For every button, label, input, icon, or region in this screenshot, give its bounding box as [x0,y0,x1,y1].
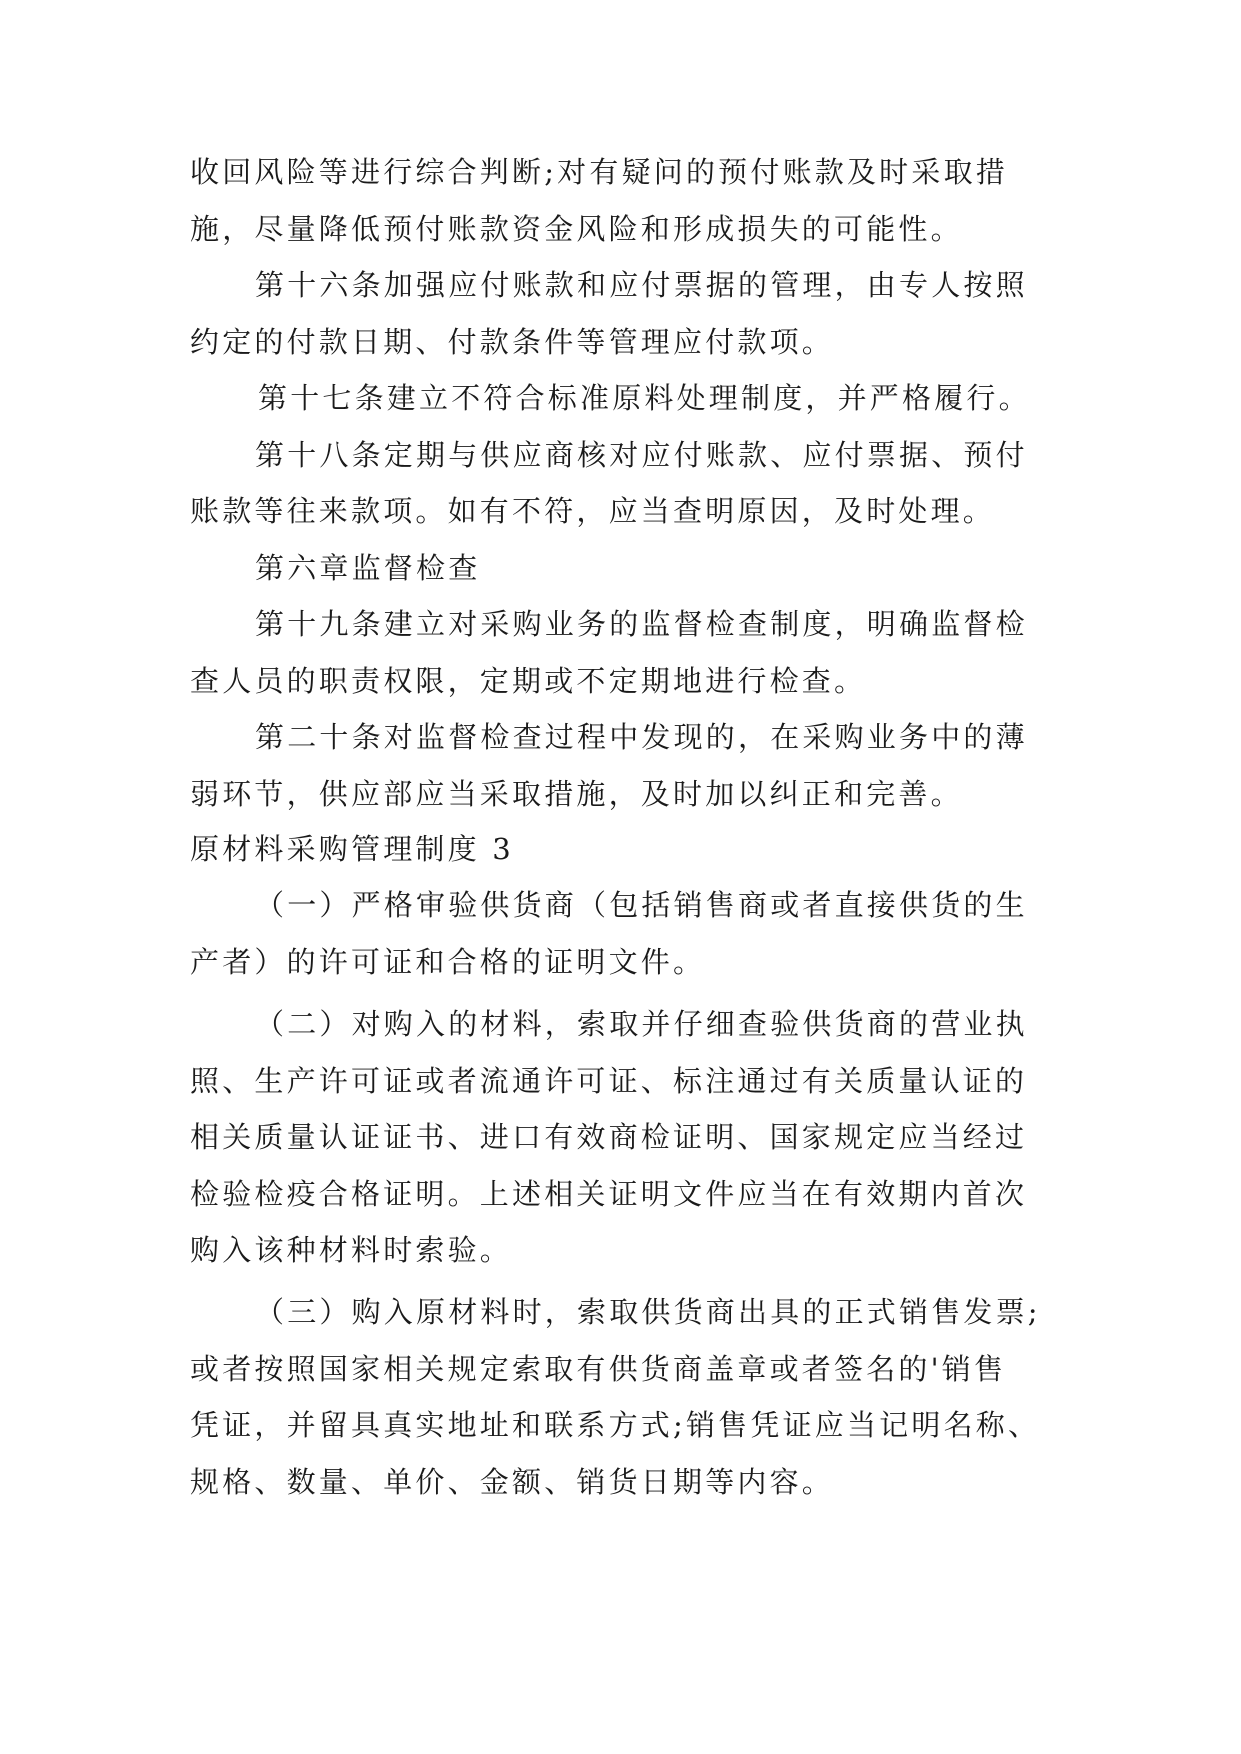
text-line: 相关质量认证证书、进口有效商检证明、国家规定应当经过 [190,1120,1028,1154]
paragraph-article-16: 第十六条加强应付账款和应付票据的管理，由专人按照 [255,268,1028,302]
paragraph-article-19: 第十九条建立对采购业务的监督检查制度，明确监督检 [255,607,1028,641]
paragraph-article-20: 第二十条对监督检查过程中发现的，在采购业务中的薄 [255,720,1028,754]
paragraph-article-17: 第十七条建立不符合标准原料处理制度，并严格履行。 [258,381,1031,415]
text-line: 或者按照国家相关规定索取有供货商盖章或者签名的'销售 [190,1352,1007,1386]
chapter-heading: 第六章监督检查 [255,551,481,585]
section-title: 原材料采购管理制度 3 [190,832,514,866]
paragraph-item-3: （三）购入原材料时，索取供货商出具的正式销售发票; [255,1295,1041,1329]
text-line: 收回风险等进行综合判断;对有疑问的预付账款及时采取措 [190,155,1008,189]
text-line: 凭证，并留具真实地址和联系方式;销售凭证应当记明名称、 [190,1408,1041,1442]
text-line: 产者）的许可证和合格的证明文件。 [190,945,706,979]
paragraph-item-2: （二）对购入的材料，索取并仔细查验供货商的营业执 [255,1007,1028,1041]
text-line: 照、生产许可证或者流通许可证、标注通过有关质量认证的 [190,1064,1028,1098]
text-line: 约定的付款日期、付款条件等管理应付款项。 [190,325,835,359]
text-line: 弱环节，供应部应当采取措施，及时加以纠正和完善。 [190,777,963,811]
text-line: 规格、数量、单价、金额、销货日期等内容。 [190,1465,835,1499]
text-line: 账款等往来款项。如有不符，应当查明原因，及时处理。 [190,494,996,528]
text-line: 检验检疫合格证明。上述相关证明文件应当在有效期内首次 [190,1177,1028,1211]
text-line: 购入该种材料时索验。 [190,1233,513,1267]
text-line: 查人员的职责权限，定期或不定期地进行检查。 [190,664,867,698]
paragraph-article-18: 第十八条定期与供应商核对应付账款、应付票据、预付 [255,438,1028,472]
paragraph-item-1: （一）严格审验供货商（包括销售商或者直接供货的生 [255,888,1028,922]
text-line: 施，尽量降低预付账款资金风险和形成损失的可能性。 [190,212,963,246]
